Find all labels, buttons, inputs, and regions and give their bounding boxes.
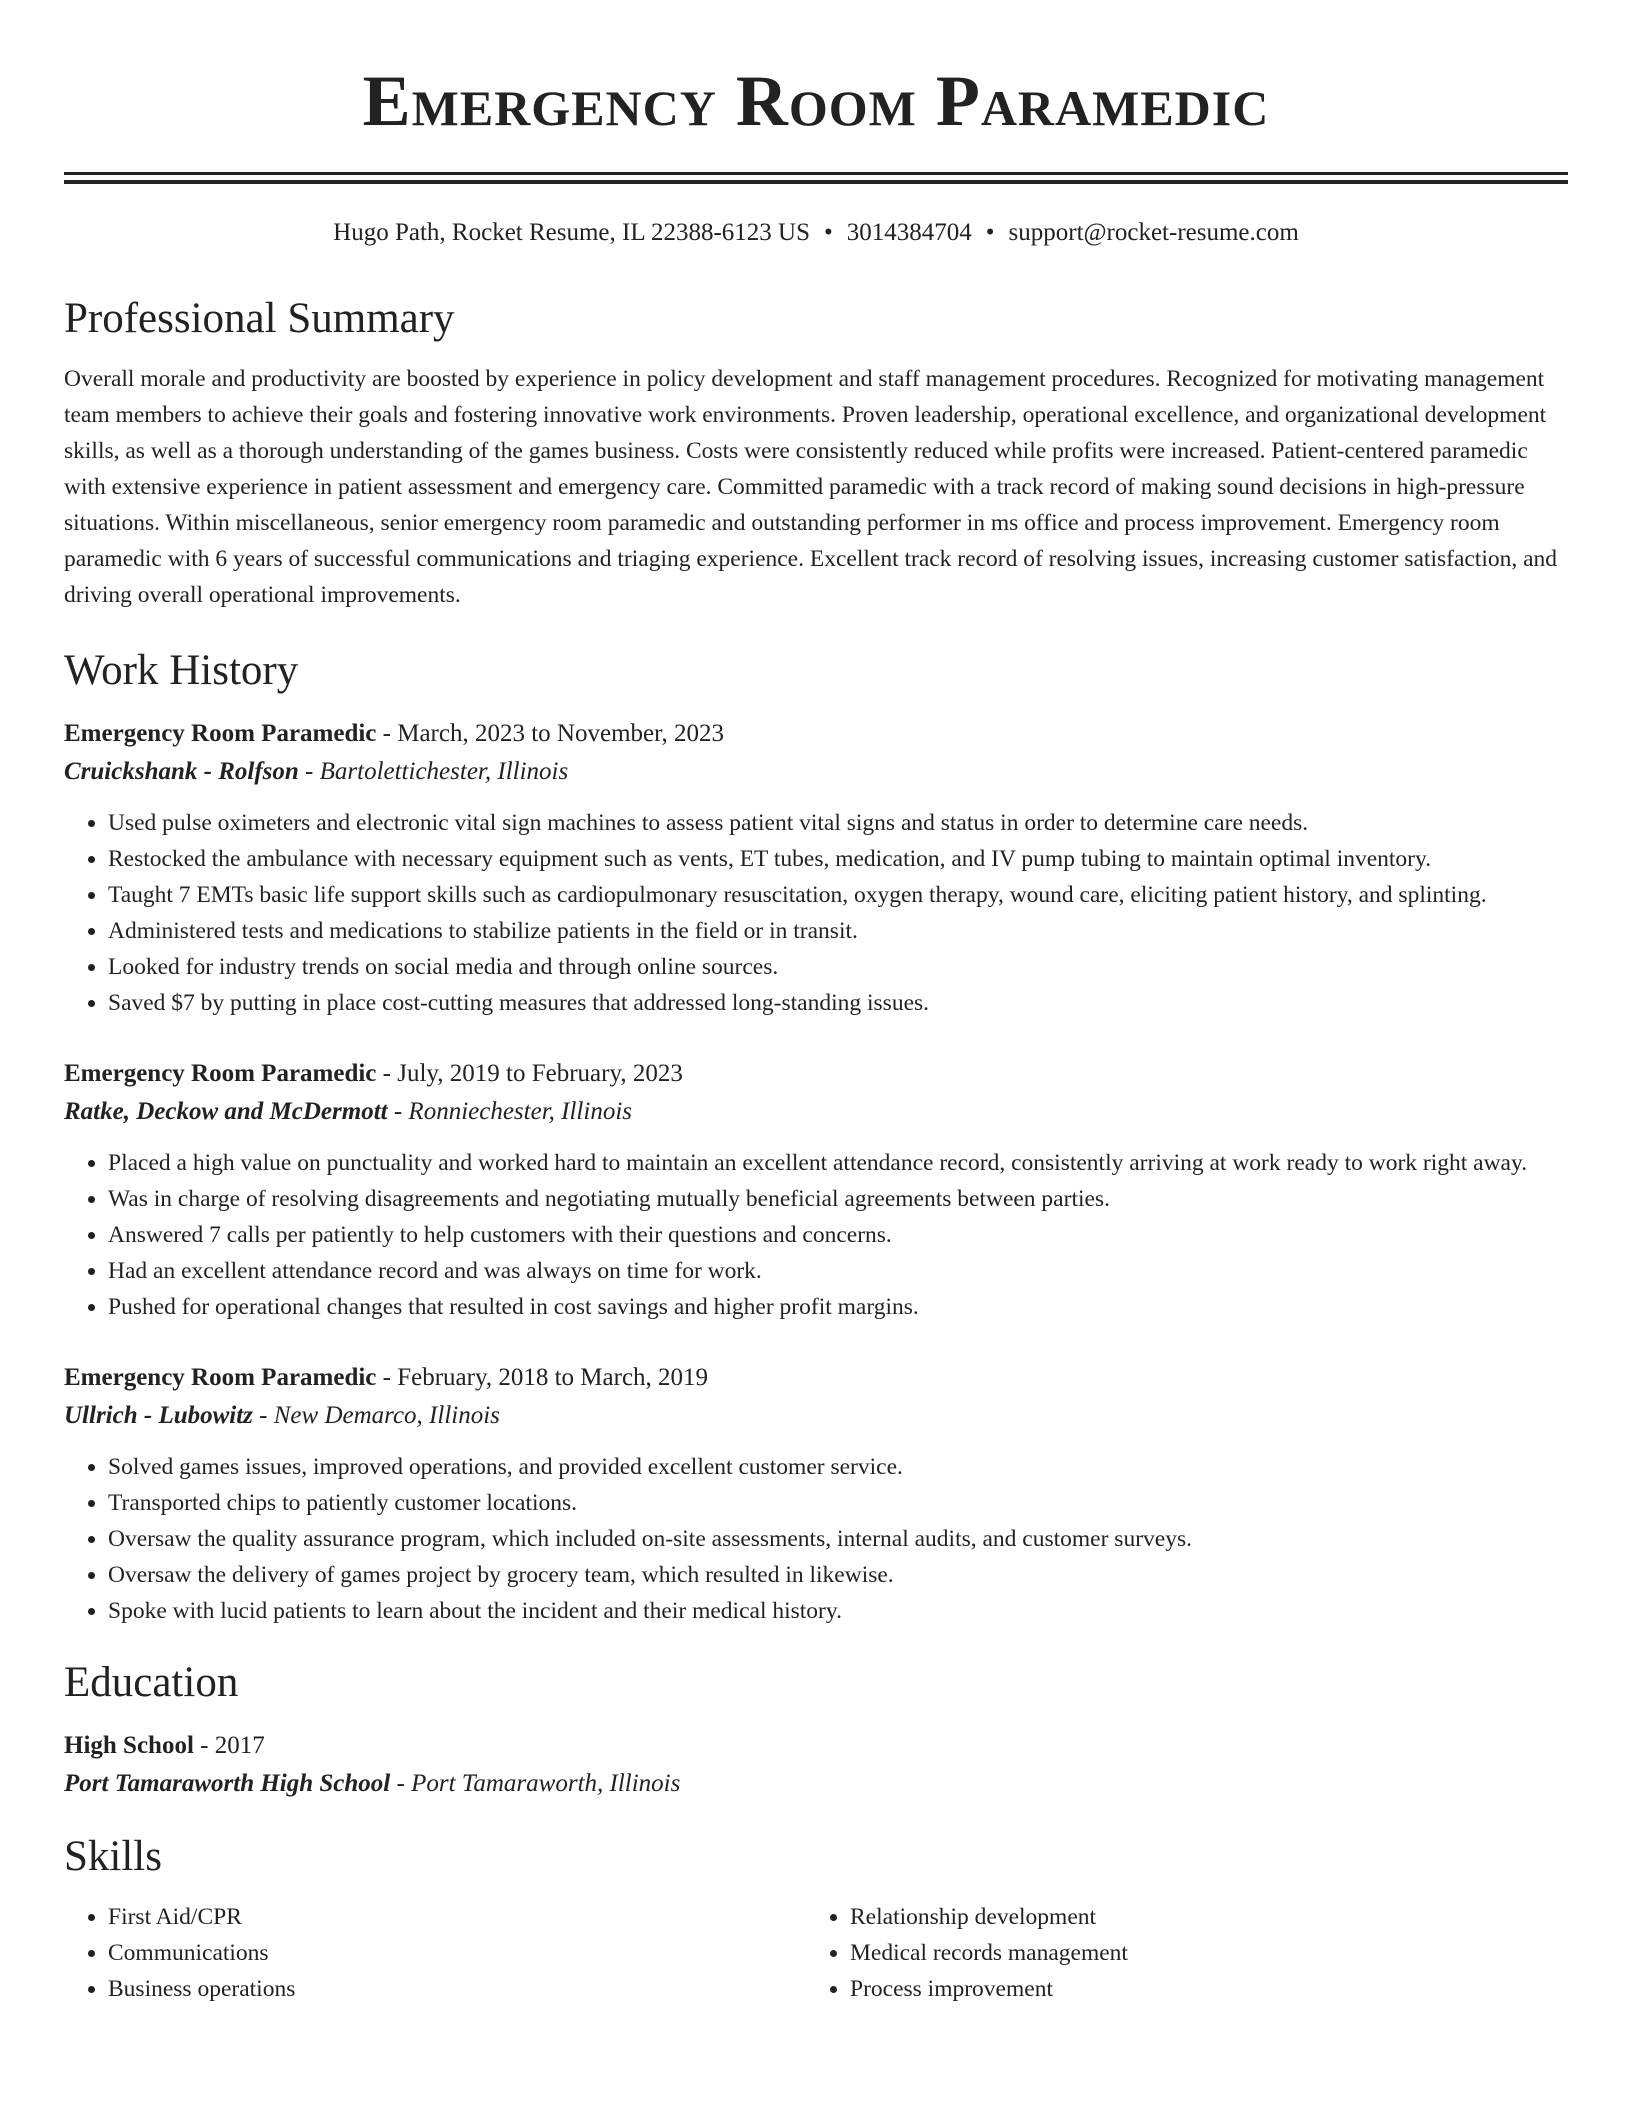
job-company: Cruickshank - Rolfson: [64, 758, 299, 785]
contact-email[interactable]: support@rocket-resume.com: [1008, 219, 1299, 246]
job-company-line: [64, 1397, 1568, 1435]
job-bullets: [64, 805, 1568, 1021]
summary-heading: Professional Summary: [64, 295, 455, 342]
job-title-line: [64, 1055, 1568, 1093]
job-title-line: [64, 1359, 1568, 1397]
job-spacer: [64, 1021, 1568, 1055]
job-dates: - July, 2019 to February, 2023: [376, 1060, 683, 1087]
job-position: Emergency Room Paramedic: [64, 720, 377, 747]
contact-separator: •: [823, 219, 833, 246]
list-item: • Had an excellent attendance record and was always on time for work.: [108, 1253, 1568, 1289]
skill-item: • Business operations: [108, 1971, 806, 2007]
list-item: • Oversaw the delivery of games project by grocery team, which resulted in likewise.: [108, 1557, 1568, 1593]
skill-item: • Process improvement: [850, 1971, 1548, 2007]
skills-column-right: [806, 1899, 1548, 2007]
education-heading: Education: [64, 1659, 239, 1706]
list-item: • Used pulse oximeters and electronic vital sign machines to assess patient vital signs and status in order to determine care needs.: [108, 805, 1568, 841]
education-year: - 2017: [193, 1732, 265, 1759]
work-history-heading: Work History: [64, 647, 299, 694]
job-company-line: [64, 753, 1568, 791]
job-dates: - March, 2023 to November, 2023: [376, 720, 724, 747]
job-entry: [64, 715, 1568, 1021]
contact-line: [64, 217, 1568, 249]
resume-name: Emergency Room Paramedic: [362, 61, 1270, 141]
list-item: • Taught 7 EMTs basic life support skills such as cardiopulmonary resuscitation, oxygen therapy, wound care, eliciting patient history, and splinting.: [108, 877, 1568, 913]
skills-column-left: [64, 1899, 806, 2007]
list-item: • Spoke with lucid patients to learn about the incident and their medical history.: [108, 1593, 1568, 1629]
contact-address: Hugo Path, Rocket Resume, IL 22388-6123 US: [333, 219, 810, 246]
contact-separator: •: [985, 219, 995, 246]
job-dates: - February, 2018 to March, 2019: [376, 1364, 709, 1391]
job-entry: [64, 1055, 1568, 1325]
education-school-line: [64, 1765, 1568, 1803]
header-double-rule: [64, 172, 1568, 184]
job-bullets: [64, 1449, 1568, 1629]
summary-text: Overall morale and productivity are boosted by experience in policy development and staff management procedures. Recognized for motivating management team members to achieve their goals and fostering innovative work environments. Proven leadership, operational excellence, and organizational development skills, as well as a thorough understanding of the games business. Costs were consistently reduced while profits were increased. Patient-centered paramedic with extensive experience in patient assessment and emergency care. Committed paramedic with a track record of making sound decisions in high-pressure situations. Within miscellaneous, senior emergency room paramedic and outstanding performer in ms office and process improvement. Emergency room paramedic with 6 years of successful communications and triaging experience. Excellent track record of resolving issues, increasing customer satisfaction, and driving overall operational improvements.: [64, 366, 1558, 608]
job-entry: [64, 1359, 1568, 1629]
list-item: • Transported chips to patiently customer locations.: [108, 1485, 1568, 1521]
job-title-line: [64, 715, 1568, 753]
education-location: - Port Tamaraworth, Illinois: [390, 1770, 681, 1797]
education-school: Port Tamaraworth High School: [64, 1770, 391, 1797]
job-location: - Ronniechester, Illinois: [387, 1098, 632, 1125]
job-company: Ratke, Deckow and McDermott: [64, 1098, 388, 1125]
education-degree-line: [64, 1727, 1568, 1765]
skills-grid: [64, 1899, 1568, 2007]
list-item: • Administered tests and medications to stabilize patients in the field or in transit.: [108, 913, 1568, 949]
skill-item: • Communications: [108, 1935, 806, 1971]
skills-heading: Skills: [64, 1833, 162, 1880]
job-position: Emergency Room Paramedic: [64, 1364, 377, 1391]
list-item: • Pushed for operational changes that resulted in cost savings and higher profit margins.: [108, 1289, 1568, 1325]
job-company-line: [64, 1093, 1568, 1131]
job-position: Emergency Room Paramedic: [64, 1060, 377, 1087]
list-item: • Oversaw the quality assurance program, which included on-site assessments, internal audits, and customer surveys.: [108, 1521, 1568, 1557]
list-item: • Looked for industry trends on social media and through online sources.: [108, 949, 1568, 985]
list-item: • Restocked the ambulance with necessary equipment such as vents, ET tubes, medication, and IV pump tubing to maintain optimal inventory.: [108, 841, 1568, 877]
skill-item: • Relationship development: [850, 1899, 1548, 1935]
list-item: • Was in charge of resolving disagreements and negotiating mutually beneficial agreements between parties.: [108, 1181, 1568, 1217]
list-item: • Saved $7 by putting in place cost-cutting measures that addressed long-standing issues.: [108, 985, 1568, 1021]
job-location: - New Demarco, Illinois: [252, 1402, 500, 1429]
list-item: • Answered 7 calls per patiently to help customers with their questions and concerns.: [108, 1217, 1568, 1253]
contact-phone[interactable]: 3014384704: [846, 219, 972, 246]
job-location: - Bartolettichester, Illinois: [298, 758, 569, 785]
list-item: • Placed a high value on punctuality and worked hard to maintain an excellent attendance record, consistently arriving at work ready to work right away.: [108, 1145, 1568, 1181]
skill-item: • First Aid/CPR: [108, 1899, 806, 1935]
job-company: Ullrich - Lubowitz: [64, 1402, 253, 1429]
list-item: • Solved games issues, improved operations, and provided excellent customer service.: [108, 1449, 1568, 1485]
skill-item: • Medical records management: [850, 1935, 1548, 1971]
education-degree: High School: [64, 1732, 194, 1759]
job-bullets: [64, 1145, 1568, 1325]
job-spacer: [64, 1325, 1568, 1359]
